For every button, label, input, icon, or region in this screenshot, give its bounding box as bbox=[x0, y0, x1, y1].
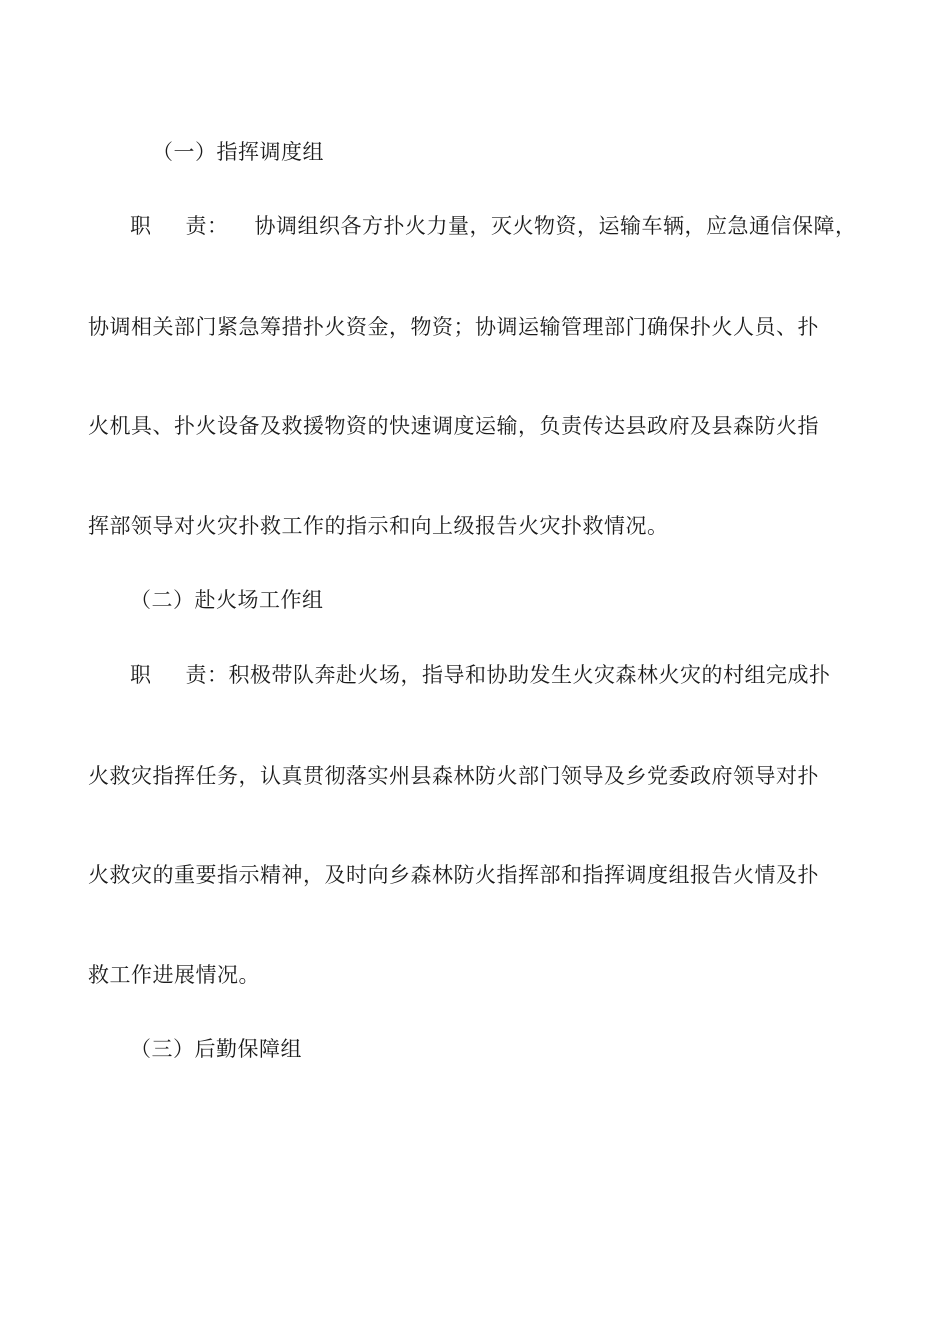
paragraph-line: 火救灾的重要指示精神，及时向乡森林防火指挥部和指挥调度组报告火情及扑 bbox=[88, 863, 819, 887]
paragraph-line: 挥部领导对火灾扑救工作的指示和向上级报告火灾扑救情况。 bbox=[88, 514, 669, 538]
responsibility-line bbox=[130, 212, 857, 240]
paragraph-line: 协调相关部门紧急筹措扑火资金，物资；协调运输管理部门确保扑火人员、扑 bbox=[88, 315, 819, 339]
section-heading: （三）后勤保障组 bbox=[130, 1037, 302, 1061]
label-ze: 责： bbox=[185, 663, 229, 687]
paragraph-text: 积极带队奔赴火场，指导和协助发生火灾森林火灾的村组完成扑 bbox=[228, 663, 831, 687]
responsibility-line bbox=[130, 661, 831, 689]
section-heading: （一）指挥调度组 bbox=[152, 140, 324, 164]
label-ze: 责： bbox=[185, 214, 229, 238]
paragraph-line: 救工作进展情况。 bbox=[88, 963, 260, 987]
paragraph-line: 火机具、扑火设备及救援物资的快速调度运输，负责传达县政府及县森防火指 bbox=[88, 414, 819, 438]
label-zhi: 职 bbox=[130, 214, 152, 238]
label-zhi: 职 bbox=[130, 663, 152, 687]
paragraph-line: 火救灾指挥任务，认真贯彻落实州县森林防火部门领导及乡党委政府领导对扑 bbox=[88, 764, 819, 788]
paragraph-text: 协调组织各方扑火力量，灭火物资，运输车辆，应急通信保障， bbox=[254, 214, 857, 238]
section-heading: （二）赴火场工作组 bbox=[130, 588, 324, 612]
